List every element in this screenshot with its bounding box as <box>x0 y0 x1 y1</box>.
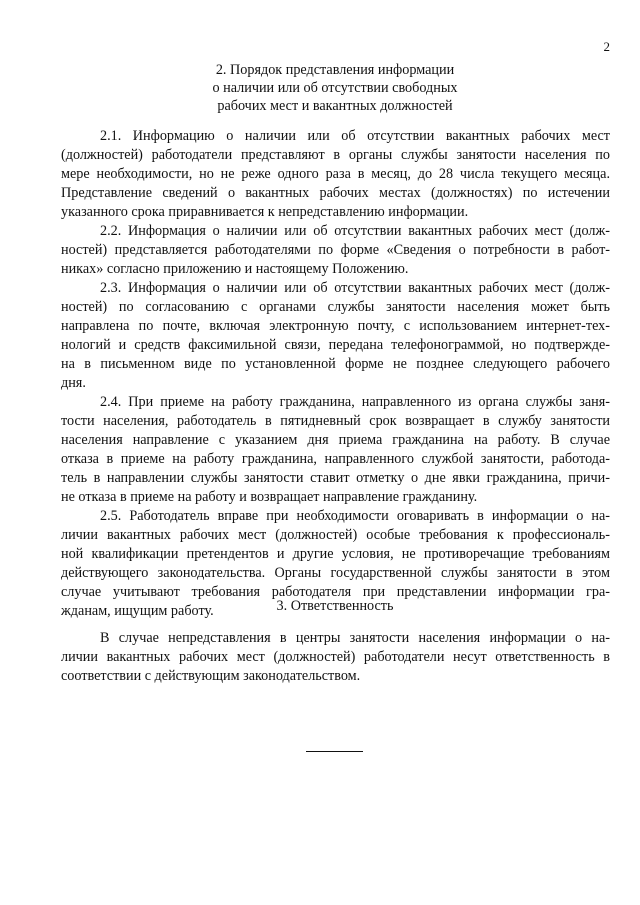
text-line: соответствии с действующим законодательством. <box>61 668 361 684</box>
text-line: мере необходимости, но не реже одного раза в месяц, до 28 числа текущего месяца. <box>61 166 610 182</box>
heading-line: 3. Ответственность <box>276 598 394 614</box>
text-line: случае учитывают требования работодателя при представлении информации гра- <box>61 584 610 600</box>
text-line: 2.1. Информацию о наличии или об отсутствии вакантных рабочих мест <box>100 128 610 144</box>
text-line: тости населения, работодатель в пятидневный срок возвращает в службу занятости <box>61 413 610 429</box>
text-line: не отказа в приеме на работу и возвращает направление гражданину. <box>61 489 478 505</box>
text-line: населения направление с указанием дня приема гражданина на работу. В случае <box>61 432 610 448</box>
text-line: (должностей) работодатели представляют в органы службы занятости населения по <box>61 147 610 163</box>
text-line: Представление сведений о вакантных рабочих местах (должностях) по истечении <box>61 185 610 201</box>
heading-line: о наличии или об отсутствии свободных <box>212 80 458 96</box>
section-2-heading <box>60 61 610 115</box>
paragraph-3-1 <box>61 629 610 686</box>
text-line: личии вакантных рабочих мест (должностей) особые требования к профессиональ- <box>61 527 610 543</box>
text-line: 2.2. Информация о наличии или об отсутствии вакантных рабочих мест (долж- <box>100 223 610 239</box>
text-line: тель в направлении службы занятости ставит отметку о дне явки гражданина, причи- <box>61 470 610 486</box>
text-line: указанного срока приравнивается к непредставлению информации. <box>61 204 469 220</box>
page-number: 2 <box>603 39 610 54</box>
section-3-body <box>61 629 610 686</box>
text-line: ностей) по согласованию с органами службы занятости населения может быть <box>61 299 610 315</box>
text-line: на в письменном виде по установленной форме не позднее следующего рабочего <box>61 356 610 372</box>
paragraph-2-1 <box>61 127 610 222</box>
text-line: ной квалификации претендентов и другие условия, не противоречащие требованиям <box>61 546 610 562</box>
text-line: никах» согласно приложению и настоящему Положению. <box>61 261 409 277</box>
text-line: отказа в приеме на работу гражданина, направленного службой занятости, работода- <box>61 451 610 467</box>
text-line: нологий и средств факсимильной связи, передана телефонограммой, но подтвержде- <box>61 337 610 353</box>
text-line: 2.4. При приеме на работу гражданина, направленного из органа службы заня- <box>100 394 610 410</box>
heading-line: 2. Порядок представления информации <box>215 62 455 78</box>
text-line: личии вакантных рабочих мест (должностей) работодатели несут ответственность в <box>61 649 610 665</box>
text-line: направлена по почте, включая электронную почту, с использованием интернет-тех- <box>61 318 610 334</box>
section-2-body <box>61 127 610 621</box>
text-line: 2.3. Информация о наличии или об отсутствии вакантных рабочих мест (долж- <box>100 280 610 296</box>
closing-divider <box>306 751 363 752</box>
text-line: В случае непредставления в центры занятости населения информации о на- <box>100 630 610 646</box>
heading-line: рабочих мест и вакантных должностей <box>217 98 453 114</box>
text-line: дня. <box>61 375 86 391</box>
text-line: жданам, ищущим работу. <box>61 603 214 619</box>
section-3-heading <box>60 597 610 615</box>
text-line: действующего законодательства. Органы государственной службы занятости в этом <box>61 565 610 581</box>
paragraph-2-2 <box>61 222 610 279</box>
paragraph-2-4 <box>61 393 610 507</box>
text-line: 2.5. Работодатель вправе при необходимости оговаривать в информации о на- <box>100 508 610 524</box>
text-line: ностей) представляется работодателями по форме «Сведения о потребности в работ- <box>61 242 610 258</box>
paragraph-2-3 <box>61 279 610 393</box>
